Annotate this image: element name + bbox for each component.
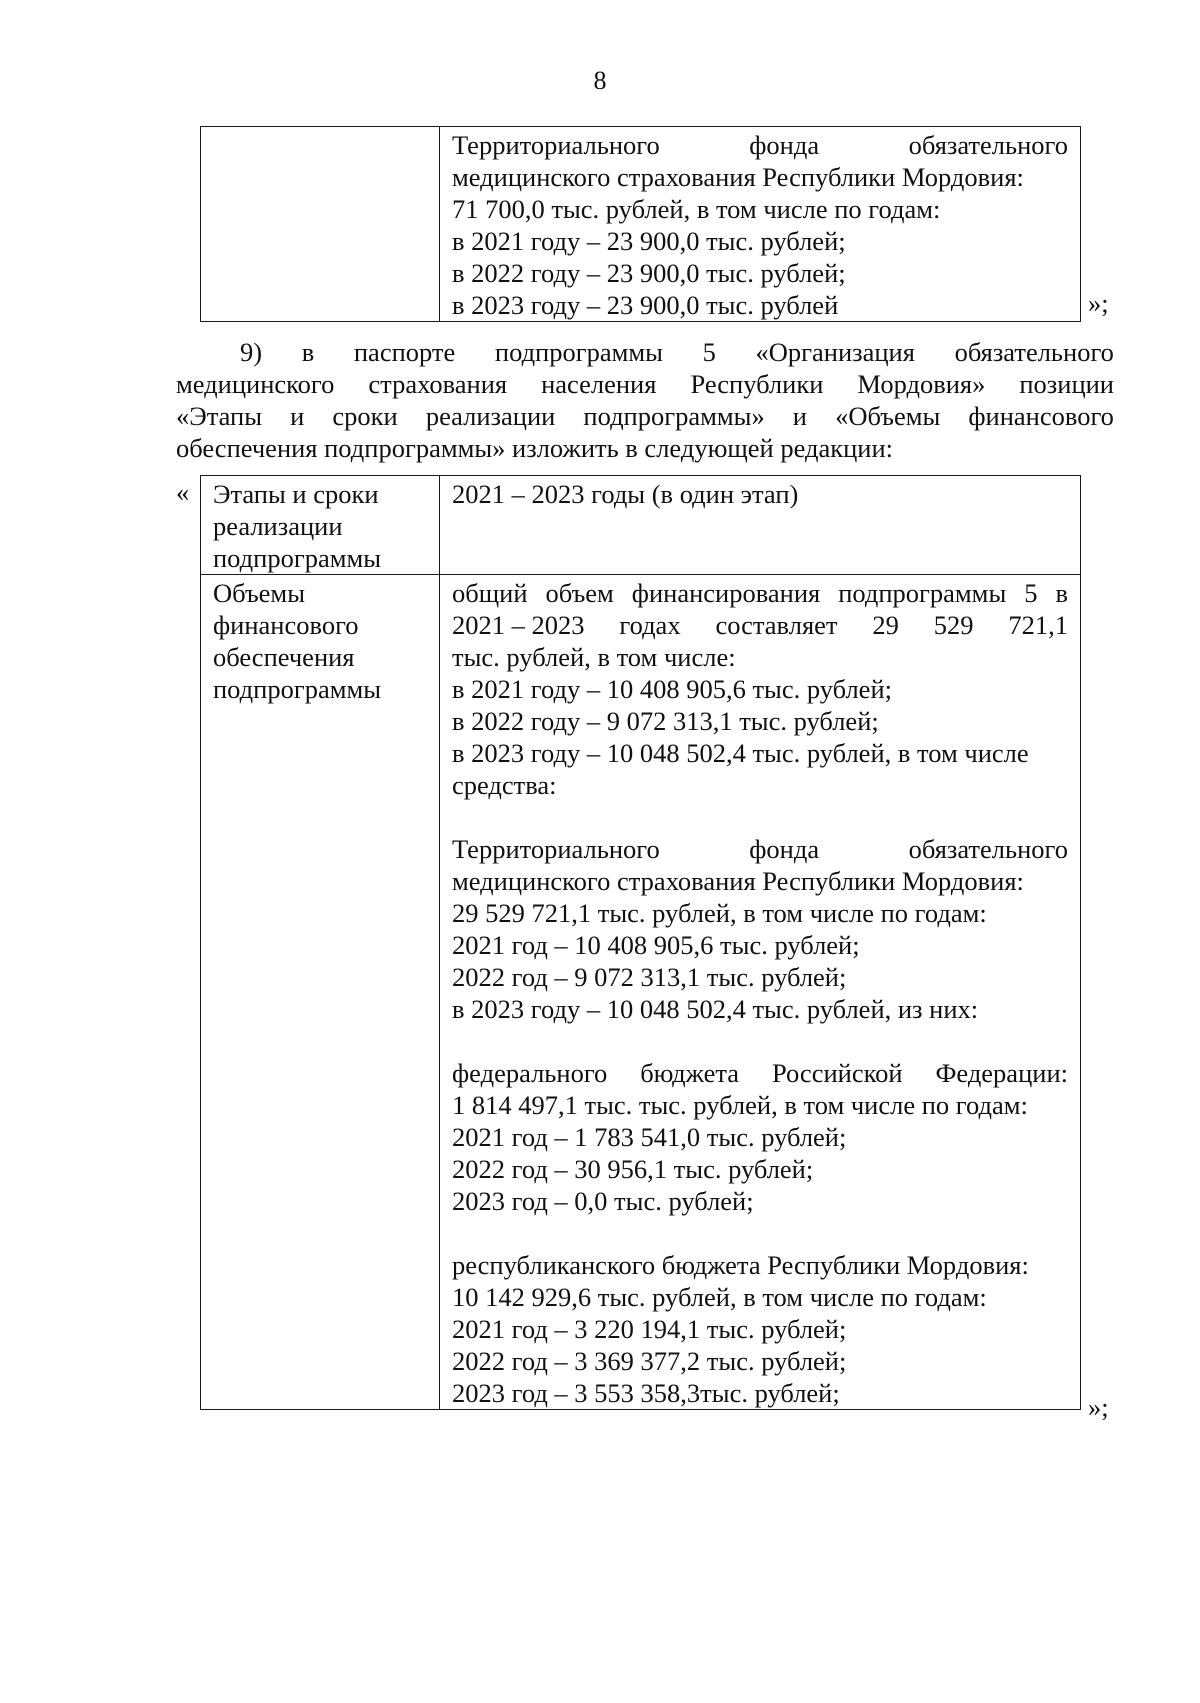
text-word: подпрограммы <box>838 578 1007 608</box>
paragraph-word: 5 <box>702 337 716 367</box>
passport-table <box>200 475 1081 1410</box>
stages-label-line: подпрограммы <box>213 543 382 573</box>
paragraph-word: и <box>290 401 305 431</box>
stages-value: 2021 – 2023 годы (в один этап) <box>452 479 799 509</box>
total-financing-line: тыс. рублей, в том числе: <box>452 642 736 672</box>
spacer <box>452 1025 1068 1057</box>
tfoms-line: медицинского страхования Республики Мордовия: <box>452 866 1024 896</box>
paragraph-word: обеспечения подпрограммы» изложить в следующей редакции: <box>176 433 894 463</box>
text-word: 529 <box>933 610 974 640</box>
text-word: Российской <box>771 1058 903 1088</box>
volumes-label-cell <box>201 575 440 1410</box>
table-row <box>201 476 1081 575</box>
paragraph-word: 9) <box>240 337 263 367</box>
federal-budget-line: 2023 год – 0,0 тыс. рублей; <box>452 1186 754 1216</box>
paragraph-word: сроки <box>332 401 398 431</box>
text-word: федерального <box>452 1058 608 1088</box>
text-word: 5 <box>1024 578 1038 608</box>
republican-budget-line: 2021 год – 3 220 194,1 тыс. рублей; <box>452 1314 847 1344</box>
text-word: бюджета <box>640 1058 740 1088</box>
tfoms-line: в 2023 году – 10 048 502,4 тыс. рублей, из них: <box>452 994 979 1024</box>
text-word: 2021 – 2023 <box>452 610 585 640</box>
spacer <box>452 801 1068 833</box>
paragraph-word: Мордовия» <box>857 369 986 399</box>
paragraph-word: населения <box>541 369 657 399</box>
tfoms-line: 29 529 721,1 тыс. рублей, в том числе по годам: <box>452 898 987 928</box>
text-word: общий <box>452 578 528 608</box>
text-word: 29 <box>872 610 899 640</box>
total-financing-line <box>452 609 1068 641</box>
paragraph-word: паспорте <box>353 337 456 367</box>
funding-line: медицинского страхования Республики Мордовия: <box>452 162 1024 192</box>
text-word: 721,1 <box>1008 610 1068 640</box>
text-word: объем <box>545 578 614 608</box>
text-word: в <box>1055 578 1068 608</box>
text-word: Федерации: <box>935 1058 1068 1088</box>
stages-value-cell <box>440 476 1081 575</box>
text-word: годах <box>619 610 681 640</box>
republican-budget-line: 10 142 929,6 тыс. рублей, в том числе по годам: <box>452 1282 987 1312</box>
top-table <box>200 126 1081 322</box>
federal-budget-line: 2021 год – 1 783 541,0 тыс. рублей; <box>452 1122 847 1152</box>
funding-line: в 2023 году – 23 900,0 тыс. рублей <box>452 290 839 320</box>
text-word: обязательного <box>908 834 1068 864</box>
paragraph-word: в <box>301 337 315 367</box>
tfoms-line: 2022 год – 9 072 313,1 тыс. рублей; <box>452 962 847 992</box>
paragraph-word: подпрограммы <box>494 337 663 367</box>
volumes-label-line: обеспечения <box>213 642 355 672</box>
paragraph-word: подпрограммы» <box>583 401 765 431</box>
spacer <box>452 1217 1068 1249</box>
tfoms-line: 2021 год – 10 408 905,6 тыс. рублей; <box>452 930 860 960</box>
republican-budget-line: республиканского бюджета Республики Мордовия: <box>452 1250 1029 1280</box>
table-cell-empty <box>201 127 440 322</box>
federal-budget-line <box>452 1057 1068 1089</box>
total-financing-line: в 2023 году – 10 048 502,4 тыс. рублей, в том числе <box>452 738 1029 768</box>
paragraph-word: обязательного <box>954 337 1114 367</box>
volumes-value-cell <box>440 575 1081 1410</box>
page-number: 8 <box>593 66 607 95</box>
republican-budget-line: 2022 год – 3 369 377,2 тыс. рублей; <box>452 1346 847 1376</box>
total-financing-line: в 2022 году – 9 072 313,1 тыс. рублей; <box>452 706 879 736</box>
text-word: фонда <box>749 130 820 160</box>
federal-budget-line: 2022 год – 30 956,1 тыс. рублей; <box>452 1154 814 1184</box>
total-financing-line <box>452 577 1068 609</box>
paragraph-word: «Объемы <box>835 401 941 431</box>
table-row <box>201 575 1081 1410</box>
volumes-label-line: финансового <box>213 610 359 640</box>
text-word: обязательного <box>908 130 1068 160</box>
republican-budget-line: 2023 год – 3 553 358,3тыс. рублей; <box>452 1378 840 1408</box>
text-word: финансирования <box>631 578 821 608</box>
table-cell-funding <box>440 127 1081 322</box>
paragraph-word: «Этапы <box>176 401 263 431</box>
opening-quote-mark: « <box>176 477 190 507</box>
text-word: Территориального <box>452 130 660 160</box>
funding-line: в 2021 году – 23 900,0 тыс. рублей; <box>452 226 846 256</box>
federal-budget-line: 1 814 497,1 тыс. тыс. рублей, в том числе по годам: <box>452 1090 1028 1120</box>
paragraph-line <box>176 336 1114 368</box>
paragraph-word: Республики <box>690 369 824 399</box>
paragraph-line <box>176 368 1114 400</box>
text-word: Территориального <box>452 834 660 864</box>
stages-label-line: Этапы и сроки <box>213 479 379 509</box>
total-financing-line: в 2021 году – 10 408 905,6 тыс. рублей; <box>452 674 892 704</box>
text-word: фонда <box>749 834 820 864</box>
funding-line: 71 700,0 тыс. рублей, в том числе по годам: <box>452 194 941 224</box>
total-financing-line: средства: <box>452 770 557 800</box>
closing-quote-mark: »; <box>1088 1392 1109 1422</box>
stages-label-line: реализации <box>213 511 343 541</box>
table-row <box>201 127 1081 322</box>
tfoms-line <box>452 833 1068 865</box>
paragraph-word: медицинского <box>176 369 335 399</box>
paragraph-word: позиции <box>1019 369 1114 399</box>
paragraph-word: «Организация <box>755 337 915 367</box>
paragraph-word: финансового <box>968 401 1114 431</box>
paragraph-word: реализации <box>425 401 556 431</box>
closing-quote-mark: »; <box>1088 288 1109 318</box>
volumes-label-line: подпрограммы <box>213 674 382 704</box>
paragraph-9 <box>176 336 1114 464</box>
funding-line <box>452 129 1068 161</box>
paragraph-word: и <box>792 401 807 431</box>
text-word: составляет <box>715 610 838 640</box>
paragraph-line <box>176 400 1114 432</box>
funding-line: в 2022 году – 23 900,0 тыс. рублей; <box>452 258 846 288</box>
paragraph-word: страхования <box>368 369 508 399</box>
paragraph-line <box>176 432 1114 464</box>
stages-label-cell <box>201 476 440 575</box>
volumes-label-line: Объемы <box>213 578 305 608</box>
